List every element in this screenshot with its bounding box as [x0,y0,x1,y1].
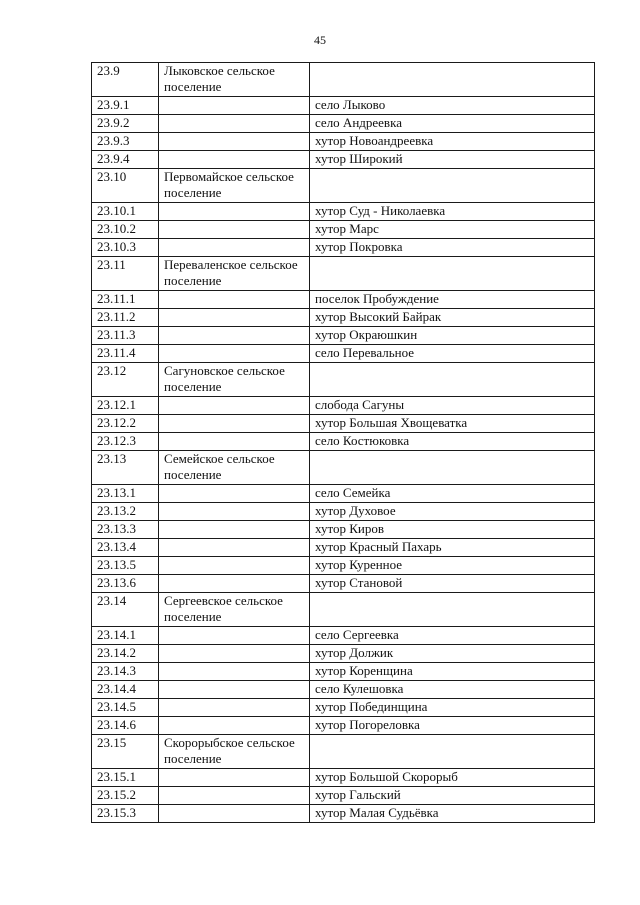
locality-cell: хутор Гальский [310,787,595,805]
settlement-name-cell: Лыковское сельское поселение [159,63,310,97]
settlement-name-cell [159,433,310,451]
settlement-name-cell [159,415,310,433]
locality-cell: хутор Суд - Николаевка [310,203,595,221]
locality-cell: хутор Куренное [310,557,595,575]
locality-cell: хутор Духовое [310,503,595,521]
row-number-cell: 23.10.3 [92,239,159,257]
locality-cell: хутор Широкий [310,151,595,169]
settlement-name-cell [159,575,310,593]
row-number-cell: 23.14.4 [92,681,159,699]
settlement-name-cell [159,787,310,805]
settlement-name-cell [159,397,310,415]
settlement-name-cell [159,327,310,345]
table-row [92,345,595,363]
table-row [92,291,595,309]
row-number-cell: 23.11.3 [92,327,159,345]
locality-cell: хутор Высокий Байрак [310,309,595,327]
row-number-cell: 23.14.2 [92,645,159,663]
row-number-cell: 23.15.3 [92,805,159,823]
row-number-cell: 23.12.3 [92,433,159,451]
row-number-cell: 23.13.1 [92,485,159,503]
row-number-cell: 23.12.2 [92,415,159,433]
table-row [92,699,595,717]
locality-cell [310,169,595,203]
settlement-name-cell [159,115,310,133]
table-row [92,169,595,203]
locality-cell: хутор Киров [310,521,595,539]
locality-cell: слобода Сагуны [310,397,595,415]
table-row [92,575,595,593]
settlement-name-cell [159,503,310,521]
row-number-cell: 23.13.5 [92,557,159,575]
locality-cell: хутор Побединщина [310,699,595,717]
locality-cell: село Семейка [310,485,595,503]
settlement-name-cell [159,663,310,681]
locality-cell: хутор Большой Скорорыб [310,769,595,787]
settlement-name-cell [159,221,310,239]
settlement-name-cell: Перевaленское сельское поселение [159,257,310,291]
row-number-cell: 23.12.1 [92,397,159,415]
locality-cell: хутор Погореловка [310,717,595,735]
settlement-name-cell [159,345,310,363]
settlements-table-body [92,63,595,823]
table-row [92,593,595,627]
row-number-cell: 23.10.2 [92,221,159,239]
table-row [92,539,595,557]
table-row [92,557,595,575]
locality-cell: село Перевальное [310,345,595,363]
table-row [92,397,595,415]
table-row [92,805,595,823]
table-row [92,787,595,805]
table-row [92,221,595,239]
settlement-name-cell [159,627,310,645]
settlement-name-cell: Сагуновское сельское поселение [159,363,310,397]
locality-cell: хутор Становой [310,575,595,593]
row-number-cell: 23.10 [92,169,159,203]
locality-cell: хутор Коренщина [310,663,595,681]
row-number-cell: 23.9.2 [92,115,159,133]
row-number-cell: 23.14.1 [92,627,159,645]
row-number-cell: 23.13.4 [92,539,159,557]
locality-cell: село Кулешовка [310,681,595,699]
settlement-name-cell [159,805,310,823]
table-row [92,717,595,735]
row-number-cell: 23.15 [92,735,159,769]
settlement-name-cell: Сергеевское сельское поселение [159,593,310,627]
locality-cell: хутор Малая Судьёвка [310,805,595,823]
table-row [92,97,595,115]
settlement-name-cell [159,97,310,115]
locality-cell [310,63,595,97]
row-number-cell: 23.11.2 [92,309,159,327]
row-number-cell: 23.13.2 [92,503,159,521]
row-number-cell: 23.14.3 [92,663,159,681]
row-number-cell: 23.9.4 [92,151,159,169]
row-number-cell: 23.9.1 [92,97,159,115]
table-row [92,663,595,681]
row-number-cell: 23.9.3 [92,133,159,151]
table-row [92,327,595,345]
settlement-name-cell [159,717,310,735]
table-row [92,451,595,485]
row-number-cell: 23.11.1 [92,291,159,309]
locality-cell: село Андреевка [310,115,595,133]
locality-cell: хутор Большая Хвощеватка [310,415,595,433]
settlement-name-cell [159,521,310,539]
table-row [92,203,595,221]
locality-cell: село Лыково [310,97,595,115]
row-number-cell: 23.12 [92,363,159,397]
settlement-name-cell [159,133,310,151]
table-row [92,363,595,397]
settlement-name-cell [159,309,310,327]
table-row [92,645,595,663]
row-number-cell: 23.10.1 [92,203,159,221]
locality-cell [310,735,595,769]
locality-cell: село Сергеевка [310,627,595,645]
row-number-cell: 23.11.4 [92,345,159,363]
row-number-cell: 23.15.2 [92,787,159,805]
row-number-cell: 23.13.6 [92,575,159,593]
table-row [92,503,595,521]
table-row [92,151,595,169]
settlement-name-cell [159,239,310,257]
table-row [92,63,595,97]
row-number-cell: 23.14.6 [92,717,159,735]
settlement-name-cell [159,151,310,169]
row-number-cell: 23.11 [92,257,159,291]
table-row [92,627,595,645]
settlement-name-cell: Семейское сельское поселение [159,451,310,485]
settlement-name-cell [159,485,310,503]
settlement-name-cell [159,539,310,557]
table-row [92,239,595,257]
table-row [92,309,595,327]
locality-cell: село Костюковка [310,433,595,451]
settlement-name-cell [159,557,310,575]
table-row [92,681,595,699]
settlement-name-cell: Скорорыбское сельское поселение [159,735,310,769]
row-number-cell: 23.15.1 [92,769,159,787]
locality-cell [310,257,595,291]
table-row [92,485,595,503]
locality-cell [310,451,595,485]
settlement-name-cell [159,645,310,663]
locality-cell: хутор Должик [310,645,595,663]
settlement-name-cell [159,291,310,309]
locality-cell: поселок Пробуждение [310,291,595,309]
locality-cell [310,363,595,397]
settlements-table [91,62,595,823]
table-row [92,257,595,291]
table-row [92,735,595,769]
locality-cell: хутор Новоандреевка [310,133,595,151]
settlement-name-cell [159,699,310,717]
row-number-cell: 23.13 [92,451,159,485]
locality-cell [310,593,595,627]
table-row [92,415,595,433]
settlement-name-cell [159,203,310,221]
row-number-cell: 23.14 [92,593,159,627]
settlement-name-cell: Первомайское сельское поселение [159,169,310,203]
locality-cell: хутор Красный Пахарь [310,539,595,557]
settlement-name-cell [159,769,310,787]
locality-cell: хутор Марс [310,221,595,239]
row-number-cell: 23.14.5 [92,699,159,717]
table-row [92,769,595,787]
table-row [92,521,595,539]
row-number-cell: 23.13.3 [92,521,159,539]
table-row [92,115,595,133]
settlement-name-cell [159,681,310,699]
table-row [92,133,595,151]
table-row [92,433,595,451]
locality-cell: хутор Покровка [310,239,595,257]
row-number-cell: 23.9 [92,63,159,97]
page-number: 45 [314,33,326,47]
locality-cell: хутор Окраюшкин [310,327,595,345]
